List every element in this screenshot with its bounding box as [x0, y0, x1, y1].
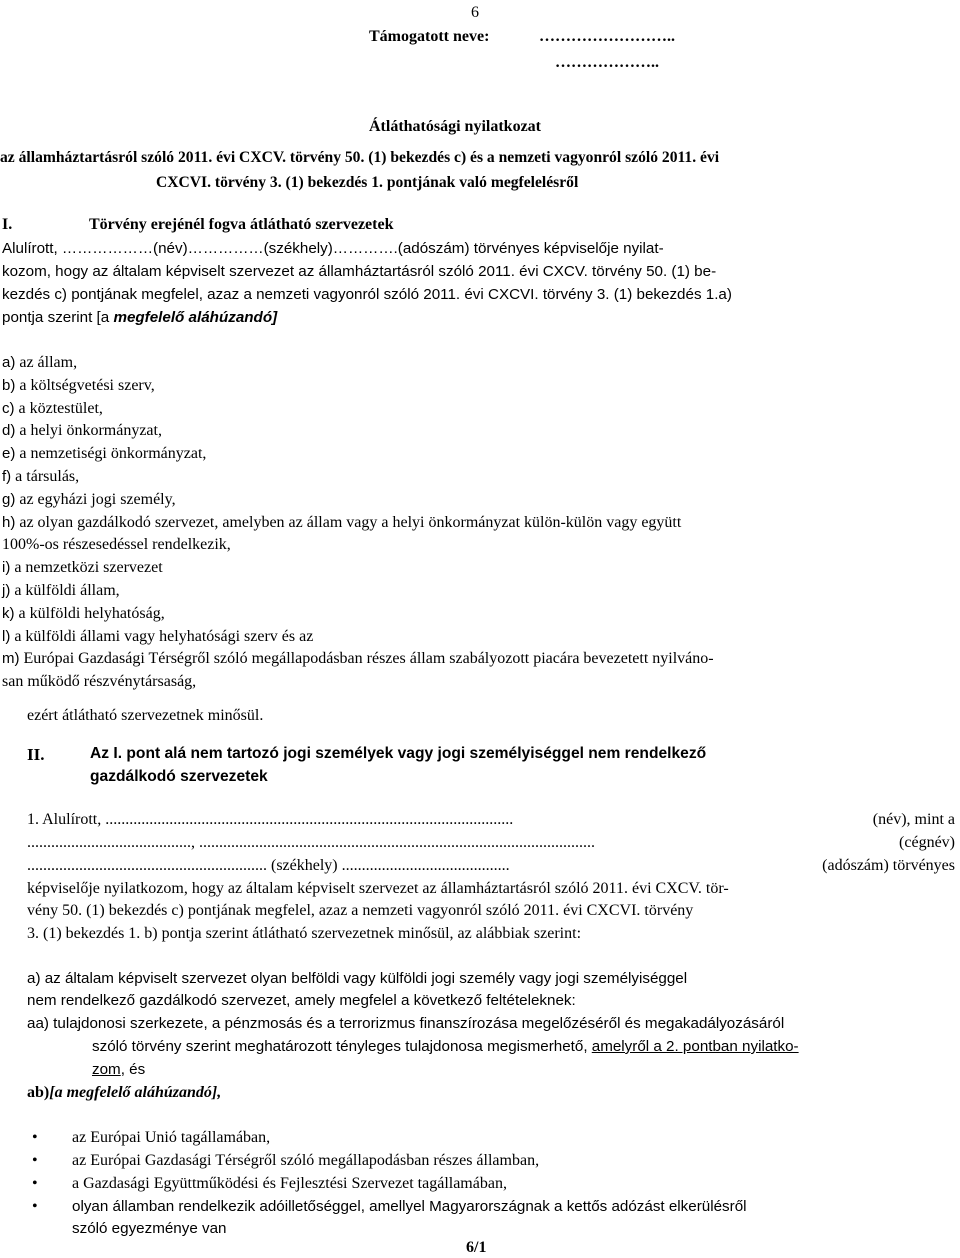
list-item-continuation: 100%-os részesedéssel rendelkezik, [2, 536, 231, 553]
list-item: i) a nemzetközi szervezet [2, 559, 163, 576]
supported-name-label: Támogatott neve: [369, 28, 490, 45]
list-item: h) az olyan gazdálkodó szervezet, amelyben az állam vagy a helyi önkormányzat külön-külön vagy együtt [2, 514, 682, 531]
section2-p1-line3-end: (adószám) törvényes [822, 857, 955, 874]
section2-p1-line2-end: (cégnév) [899, 834, 955, 851]
footer-page-number: 6/1 [466, 1239, 487, 1256]
list-item: m) Európai Gazdasági Térségről szóló megállapodásban részes állam szabályozott piacára bevezetett nyilváno- [2, 650, 714, 667]
section2-p1-line1: 1. Alulírott, ...................................................................................................... [27, 811, 514, 828]
document-title: Átláthatósági nyilatkozat [369, 118, 541, 135]
list-item: az Európai Gazdasági Térségről szóló megállapodásban részes államban, [72, 1152, 540, 1169]
list-item: e) a nemzetiségi önkormányzat, [2, 445, 207, 462]
section1-number: I. [2, 216, 13, 233]
supported-name-dots-2: ……………….. [555, 54, 659, 71]
section2-aa-line1: aa) tulajdonosi szerkezete, a pénzmosás és a terrorizmus finanszírozása megelőzéséről és megakadályozásáról [27, 1015, 785, 1032]
bullet-dot-icon: • [32, 1129, 38, 1146]
bullet-dot-icon: • [32, 1198, 38, 1215]
list-item: az Európai Unió tagállamában, [72, 1129, 271, 1146]
list-item: olyan államban rendelkezik adóilletőséggel, amellyel Magyarországnak a kettős adózást elkerülésről [72, 1198, 747, 1215]
section2-p1-line3: ............................................................ (székhely) .......................................... [27, 857, 510, 874]
section1-para-line1: Alulírott, ………………(név)……………(székhely)………….(adószám) törvényes képviselője nyilat- [2, 240, 664, 257]
section1-conclusion: ezért átlátható szervezetnek minősül. [27, 707, 264, 724]
list-item: f) a társulás, [2, 468, 80, 485]
list-item-continuation: szóló egyezménye van [72, 1220, 227, 1237]
list-item: a Gazdasági Együttműködési és Fejlesztési Szervezet tagállamában, [72, 1175, 507, 1192]
section2-p1-line5: vény 50. (1) bekezdés c) pontjának megfelel, azaz a nemzeti vagyonról szóló 2011. évi CXCVI. törvény [27, 902, 694, 919]
section1-para-line3: kezdés c) pontjának megfelel, azaz a nemzeti vagyonról szóló 2011. évi CXCVI. törvény 3. (1) bekezdés 1.a) [2, 286, 732, 303]
section2-p1-line2: ........................................., ................................................................................................... [27, 834, 595, 851]
list-item-continuation: san működő részvénytársaság, [2, 673, 197, 690]
list-item: b) a költségvetési szerv, [2, 377, 155, 394]
bullet-dot-icon: • [32, 1175, 38, 1192]
section2-p1-line4: képviselője nyilatkozom, hogy az általam képviselt szervezet az államháztartásról szóló 2011. évi CXCV. tör- [27, 880, 729, 897]
list-item: c) a köztestület, [2, 400, 103, 417]
list-item: g) az egyházi jogi személy, [2, 491, 176, 508]
section1-para-line4 [2, 308, 277, 327]
section2-number: II. [27, 745, 45, 764]
section2-heading-line2: gazdálkodó szervezetek [90, 768, 268, 785]
section1-para-line2: kozom, hogy az általam képviselt szervezet az államháztartásról szóló 2011. évi CXCV. törvény 50. (1) be- [2, 263, 717, 280]
section1-heading: Törvény erejénél fogva átlátható szervezetek [89, 216, 394, 233]
list-item: j) a külföldi állam, [2, 582, 120, 599]
section2-heading-line1: Az I. pont alá nem tartozó jogi személyek vagy jogi személyiséggel nem rendelkező [90, 745, 707, 762]
section2-p1-line6: 3. (1) bekezdés 1. b) pontja szerint átlátható szervezetnek minősül, az alábbiak szerint: [27, 925, 582, 942]
document-subtitle-line2: CXCVI. törvény 3. (1) bekezdés 1. pontjának való megfelelésről [156, 174, 579, 191]
section1-para-emph: megfelelő aláhúzandó] [113, 309, 278, 326]
section2-p1-line1-end: (név), mint a [872, 811, 955, 828]
page-number-top: 6 [471, 4, 479, 21]
section2-ab-line: ab)[a megfelelő aláhúzandó], [27, 1084, 222, 1101]
list-item: a) az állam, [2, 354, 78, 371]
supported-name-dots: …………………….. [539, 28, 675, 45]
section2-aa-line3: zom, és [92, 1061, 146, 1078]
list-item: d) a helyi önkormányzat, [2, 422, 162, 439]
list-item: l) a külföldi állami vagy helyhatósági szerv és az [2, 628, 314, 645]
list-item: k) a külföldi helyhatóság, [2, 605, 165, 622]
section1-para-prefix: pontja szerint [a [2, 309, 114, 326]
section2-a-line1: a) az általam képviselt szervezet olyan belföldi vagy külföldi jogi személy vagy jogi személyiséggel [27, 970, 688, 987]
section2-a-line2: nem rendelkező gazdálkodó szervezet, amely megfelel a következő feltételeknek: [27, 992, 576, 1009]
section2-aa-line2: szóló törvény szerint meghatározott tényleges tulajdonosa megismerhető, amelyről a 2. pontban nyilatko- [92, 1038, 799, 1055]
document-subtitle-line1: az államháztartásról szóló 2011. évi CXCV. törvény 50. (1) bekezdés c) és a nemzeti vagyonról szóló 2011. évi [0, 149, 720, 166]
bullet-dot-icon: • [32, 1152, 38, 1169]
